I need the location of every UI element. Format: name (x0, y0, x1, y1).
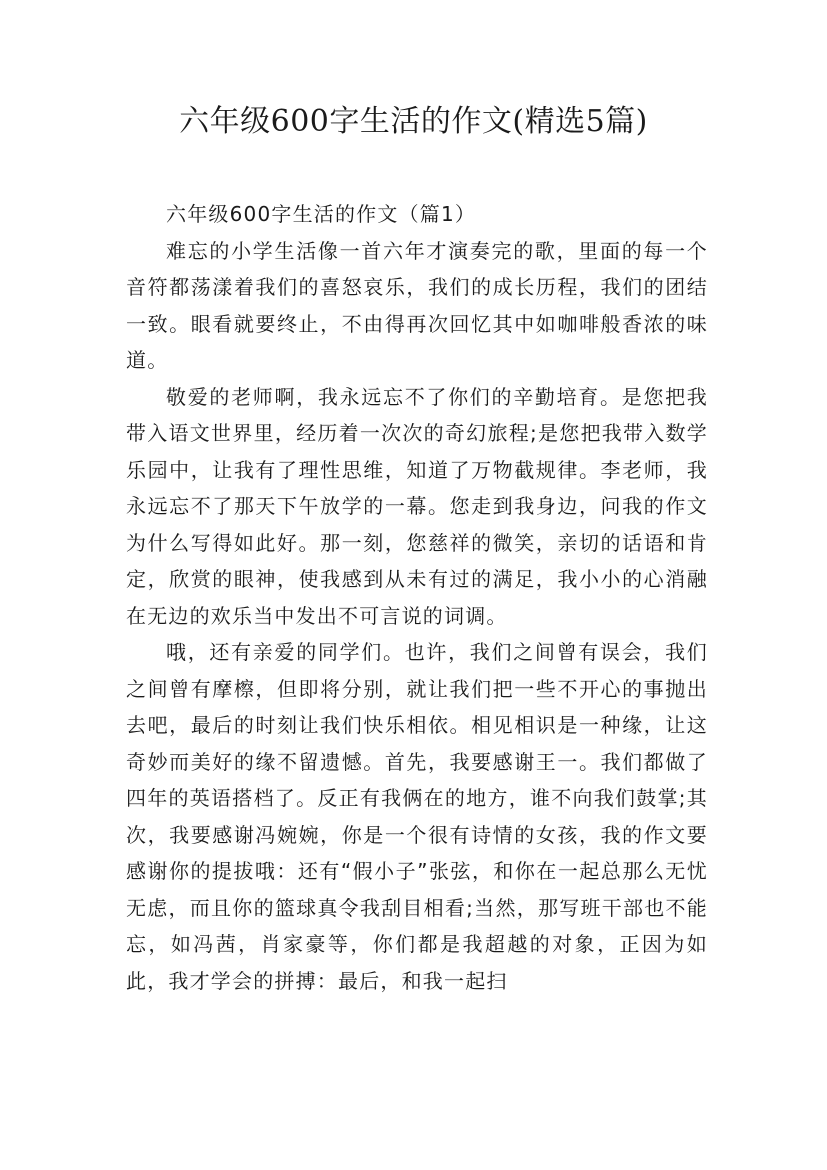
paragraph-3: 哦，还有亲爱的同学们。也许，我们之间曾有误会，我们之间曾有摩檫，但即将分别，就让我们把一些不开心的事抛出去吧，最后的时刻让我们快乐相依。相见相识是一种缘，让这奇妙而美好的缘不留遗憾。首先，我要感谢王一。我们都做了四年的英语搭档了。反正有我俩在的地方，谁不向我们鼓掌;其次，我要感谢冯婉婉，你是一个很有诗情的女孩，我的作文要感谢你的提拔哦：还有“假小子”张弦，和你在一起总那么无忧无虑，而且你的篮球真令我刮目相看;当然，那写班干部也不能忘，如冯茜，肖家豪等，你们都是我超越的对象，正因为如此，我才学会的拼搏：最后，和我一起扫 (126, 640, 708, 993)
paragraph-2: 敬爱的老师啊，我永远忘不了你们的辛勤培育。是您把我带入语文世界里，经历着一次次的奇幻旅程;是您把我带入数学乐园中，让我有了理性思维，知道了万物截规律。李老师，我永远忘不了那天下午放学的一幕。您走到我身边，问我的作文为什么写得如此好。那一刻，您慈祥的微笑，亲切的话语和肯定，欣赏的眼神，使我感到从未有过的满足，我小小的心消融在无边的欢乐当中发出不可言说的词调。 (126, 384, 708, 628)
paragraph-1: 难忘的小学生活像一首六年才演奏完的歌，里面的每一个音符都荡漾着我们的喜怒哀乐，我们的成长历程，我们的团结一致。眼看就要终止，不由得再次回忆其中如咖啡般香浓的味道。 (126, 238, 708, 372)
section-heading: 六年级600字生活的作文（篇1） (166, 202, 477, 226)
document-title: 六年级600字生活的作文(精选5篇) (179, 104, 648, 139)
document-body (126, 196, 708, 999)
